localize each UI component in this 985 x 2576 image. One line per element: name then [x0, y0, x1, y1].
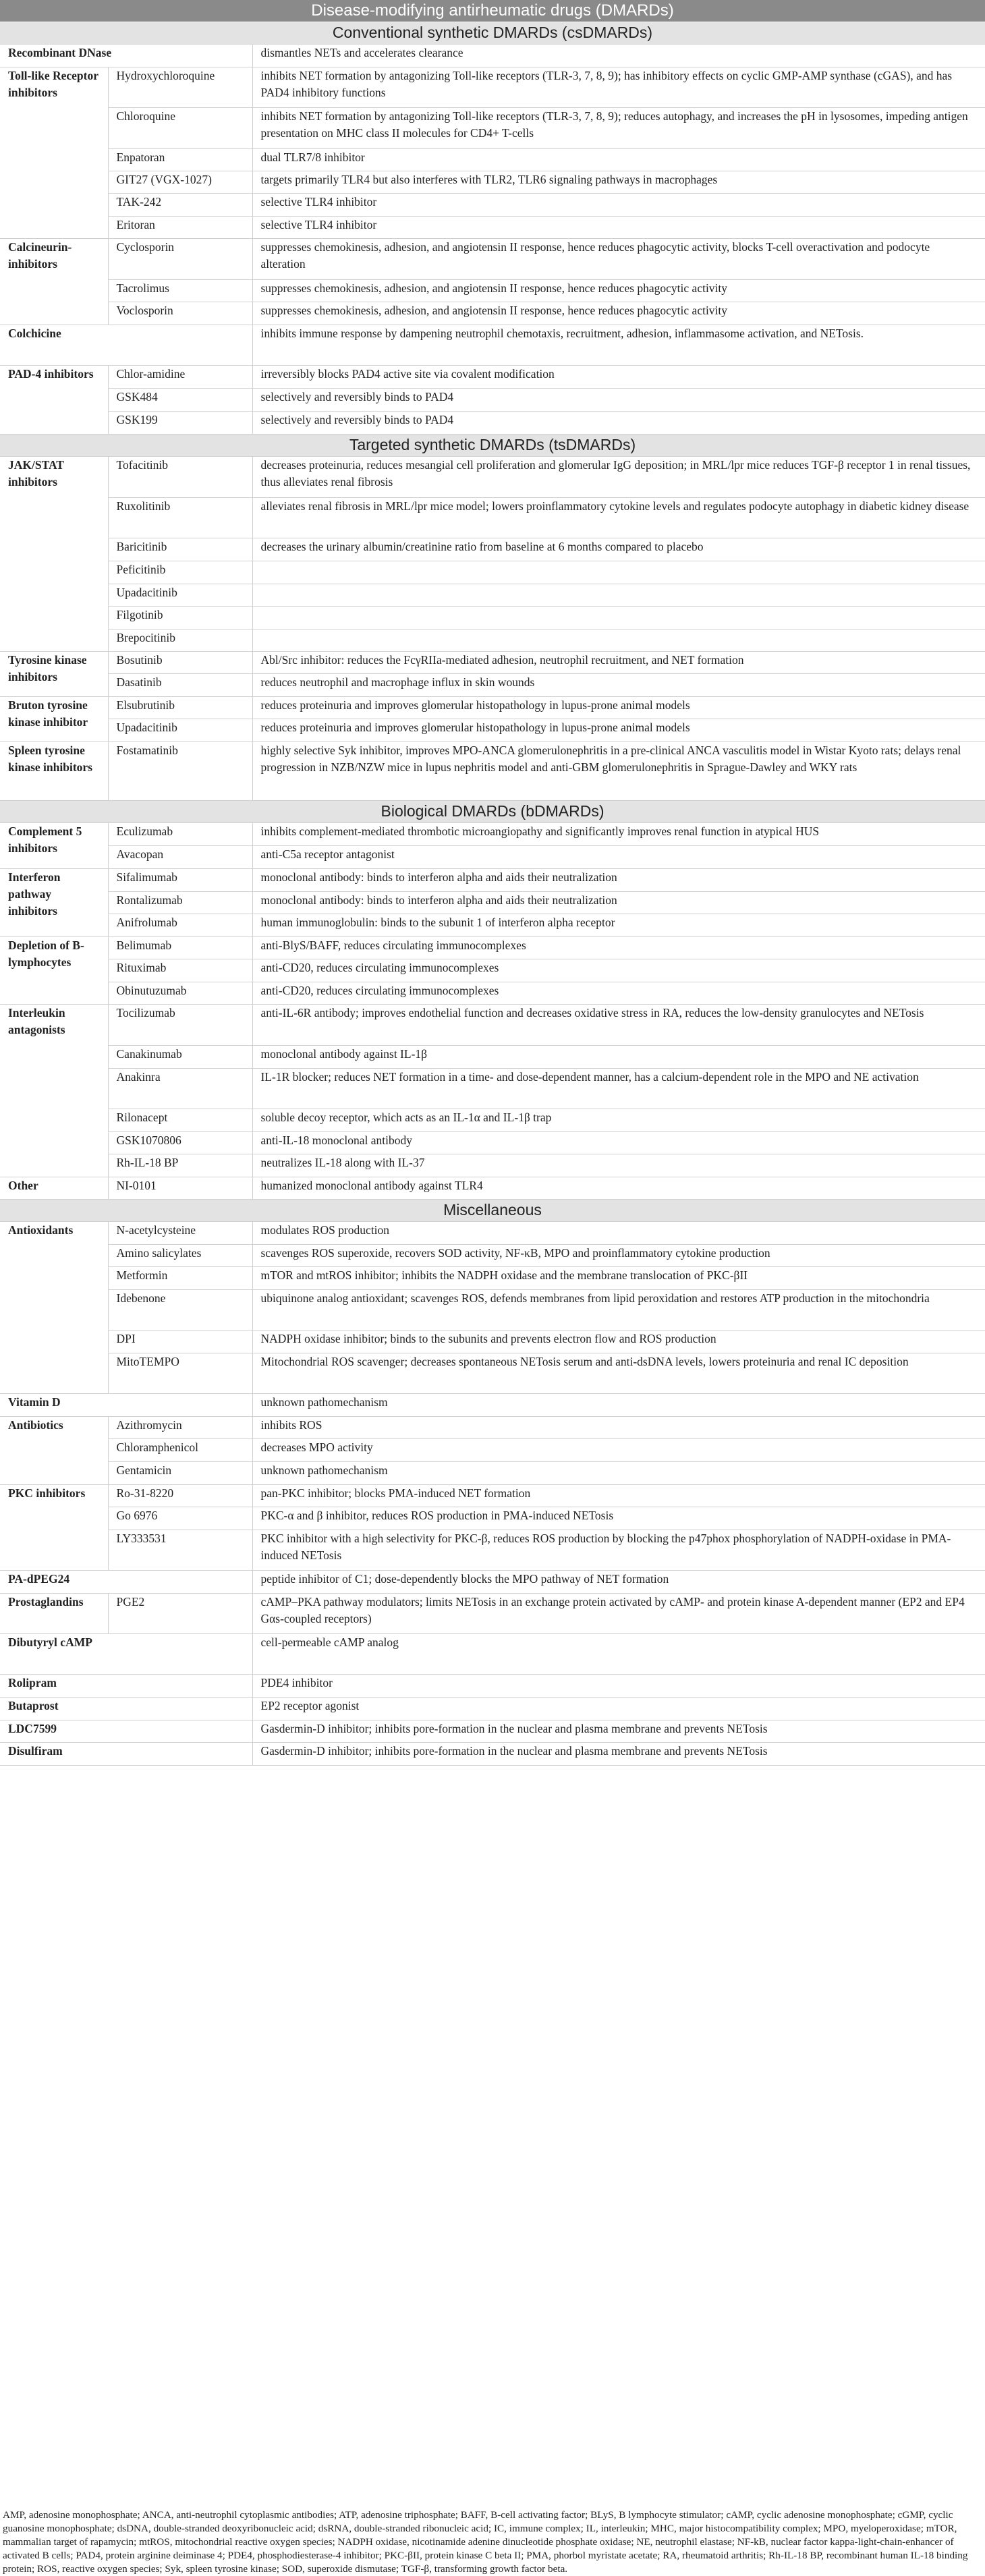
drug-cell: MitoTEMPO: [108, 1353, 252, 1393]
table-row: [0, 561, 985, 584]
table-row: [0, 1289, 985, 1330]
category-cell: Interleukin antagonists: [0, 1004, 108, 1177]
category-cell: Tyrosine kinase inhibitors: [0, 651, 108, 696]
drug-cell: Go 6976: [108, 1507, 252, 1530]
table-row: [0, 1438, 985, 1461]
description-cell: ubiquinone analog antioxidant; scavenges ROS, defends membranes from lipid peroxidation and restores ATP production in the mitochondria: [252, 1289, 985, 1330]
description-cell: NADPH oxidase inhibitor; binds to the subunits and prevents electron flow and ROS production: [252, 1330, 985, 1353]
description-cell: cAMP–PKA pathway modulators; limits NETosis in an exchange protein activated by cAMP- and protein kinase A-dependent manner (EP2 and EP4 Gαs-coupled receptors): [252, 1593, 985, 1633]
table-row: [0, 982, 985, 1004]
table-row: [0, 845, 985, 868]
description-cell: cell-permeable cAMP analog: [252, 1633, 985, 1674]
description-cell: Mitochondrial ROS scavenger; decreases spontaneous NETosis serum and anti-dsDNA levels, lowers proteinuria and renal IC deposition: [252, 1353, 985, 1393]
drug-cell: Baricitinib: [108, 538, 252, 561]
description-cell: anti-BlyS/BAFF, reduces circulating immunocomplexes: [252, 936, 985, 959]
description-cell: decreases MPO activity: [252, 1438, 985, 1461]
description-cell: irreversibly blocks PAD4 active site via covalent modification: [252, 365, 985, 388]
description-cell: selectively and reversibly binds to PAD4: [252, 411, 985, 434]
drug-cell: GSK484: [108, 388, 252, 411]
drug-cell: GSK1070806: [108, 1131, 252, 1154]
drug-cell: Peficitinib: [108, 561, 252, 584]
description-cell: dismantles NETs and accelerates clearance: [252, 44, 985, 67]
section-heading: Conventional synthetic DMARDs (csDMARDs): [0, 22, 985, 44]
description-cell: alleviates renal fibrosis in MRL/lpr mice model; lowers proinflammatory cytokine levels and regulates podocyte autophagy in diabetic kidney disease: [252, 497, 985, 538]
drug-cell: Rh-IL-18 BP: [108, 1154, 252, 1177]
description-cell: Abl/Src inhibitor: reduces the FcγRIIa-mediated adhesion, neutrophil recruitment, and NET formation: [252, 651, 985, 673]
table-row: [0, 696, 985, 719]
description-cell: decreases proteinuria, reduces mesangial cell proliferation and glomerular IgG deposition; in MRL/lpr mice reduces TGF-β receptor 1 in renal tissues, thus alleviates renal fibrosis: [252, 456, 985, 497]
table-row: [0, 411, 985, 434]
table-row: [0, 497, 985, 538]
description-cell: unknown pathomechanism: [252, 1393, 985, 1416]
description-cell: selective TLR4 inhibitor: [252, 216, 985, 238]
description-cell: Gasdermin-D inhibitor; inhibits pore-formation in the nuclear and plasma membrane and prevents NETosis: [252, 1742, 985, 1765]
drug-cell: Elsubrutinib: [108, 696, 252, 719]
description-cell: reduces proteinuria and improves glomerular histopathology in lupus-prone animal models: [252, 719, 985, 741]
table-row: [0, 584, 985, 606]
description-cell: scavenges ROS superoxide, recovers SOD activity, NF-κB, MPO and proinflammatory cytokine production: [252, 1244, 985, 1266]
drug-cell: Hydroxychloroquine: [108, 67, 252, 107]
table-row: [0, 1109, 985, 1131]
description-cell: human immunoglobulin: binds to the subunit 1 of interferon alpha receptor: [252, 914, 985, 936]
drug-cell: Idebenone: [108, 1289, 252, 1330]
table-row: [0, 1244, 985, 1266]
table-row: [0, 67, 985, 107]
table-row: [0, 1461, 985, 1484]
table-row: [0, 148, 985, 171]
section-heading-row: [0, 434, 985, 456]
description-cell: dual TLR7/8 inhibitor: [252, 148, 985, 171]
table-row: [0, 216, 985, 238]
description-cell: highly selective Syk inhibitor, improves MPO-ANCA glomerulonephritis in a pre-clinical ANCA vasculitis model in Wistar Kyoto rats; delays renal progression in NZB/NZW mice in lupus nephritis model and anti-GBM glomerulonephritis in Sprague-Dawley and WKY rats: [252, 741, 985, 800]
category-cell: LDC7599: [0, 1720, 252, 1742]
table-row: [0, 1697, 985, 1720]
description-cell: humanized monoclonal antibody against TLR4: [252, 1177, 985, 1199]
category-cell: Rolipram: [0, 1674, 252, 1697]
table-row: [0, 606, 985, 629]
table-row: [0, 651, 985, 673]
description-cell: decreases the urinary albumin/creatinine ratio from baseline at 6 months compared to placebo: [252, 538, 985, 561]
table-row: [0, 1330, 985, 1353]
category-cell: Interferon pathway inhibitors: [0, 868, 108, 936]
drug-cell: Avacopan: [108, 845, 252, 868]
drug-cell: Filgotinib: [108, 606, 252, 629]
description-cell: pan-PKC inhibitor; blocks PMA-induced NET formation: [252, 1484, 985, 1507]
drug-cell: Chlor-amidine: [108, 365, 252, 388]
table-footnote: AMP, adenosine monophosphate; ANCA, anti-neutrophil cytoplasmic antibodies; ATP, adenosine triphosphate; BAFF, B-cell activating factor; BLyS, B lymphocyte stimulator; cAMP, cyclic adenosine monophosphate; cGMP, cyclic guanosine monophosphate; dsDNA, double-stranded deoxyribonucleic acid; dsRNA, double-stranded ribonucleic acid; IC, immune complex; IL, interleukin; MHC, major histocompatibility complex; MPO, myeloperoxidase; mTOR, mammalian target of rapamycin; mtROS, mitochondrial reactive oxygen species; NADPH oxidase, nicotinamide adenine dinucleotide phosphate oxidase; NE, neutrophil elastase; NF-kB, nuclear factor kappa-light-chain-enhancer of activated B cells; PAD4, protein arginine deiminase 4; PDE4, phosphodiesterase-4 inhibitor; PKC-βII, protein kinase C beta II; PMA, phorbol myristate acetate; RA, rheumatoid arthritis; Rh-IL-18 BP, recombinant human IL-18 binding protein; ROS, reactive oxygen species; Syk, spleen tyrosine kinase; SOD, superoxide dismutase; TGF-β, transforming growth factor beta.: [3, 2509, 968, 2575]
drug-cell: DPI: [108, 1330, 252, 1353]
description-cell: monoclonal antibody against IL-1β: [252, 1045, 985, 1068]
drug-cell: Tocilizumab: [108, 1004, 252, 1045]
table-row: [0, 719, 985, 741]
table-row: [0, 1593, 985, 1633]
description-cell: reduces neutrophil and macrophage influx in skin wounds: [252, 673, 985, 696]
description-cell: anti-IL-18 monoclonal antibody: [252, 1131, 985, 1154]
drug-cell: Voclosporin: [108, 302, 252, 325]
description-cell: PKC inhibitor with a high selectivity for PKC-β, reduces ROS production by blocking the p47phox phosphorylation of NADPH-oxidase in PMA-induced NETosis: [252, 1530, 985, 1570]
table-row: [0, 1416, 985, 1438]
table-row: [0, 1720, 985, 1742]
category-cell: Dibutyryl cAMP: [0, 1633, 252, 1674]
category-cell: Disulfiram: [0, 1742, 252, 1765]
description-cell: inhibits NET formation by antagonizing Toll-like receptors (TLR-3, 7, 8, 9); reduces autophagy, and increases the pH in lysosomes, impeding antigen presentation on MHC class II molecules for CD4+ T-cells: [252, 107, 985, 148]
category-cell: Antibiotics: [0, 1416, 108, 1484]
table-row: [0, 1633, 985, 1674]
description-cell: EP2 receptor agonist: [252, 1697, 985, 1720]
drug-cell: Tacrolimus: [108, 279, 252, 302]
table-row: [0, 1221, 985, 1244]
drug-cell: TAK-242: [108, 193, 252, 216]
drug-cell: Belimumab: [108, 936, 252, 959]
category-cell: Antioxidants: [0, 1221, 108, 1393]
table-row: [0, 891, 985, 914]
drug-cell: Metformin: [108, 1266, 252, 1289]
category-cell: Colchicine: [0, 325, 252, 365]
drug-cell: Anifrolumab: [108, 914, 252, 936]
category-cell: Toll-like Receptor inhibitors: [0, 67, 108, 238]
table-row: [0, 959, 985, 982]
table-row: [0, 538, 985, 561]
table-row: [0, 1353, 985, 1393]
category-cell: PKC inhibitors: [0, 1484, 108, 1570]
category-cell: Depletion of B-lymphocytes: [0, 936, 108, 1004]
description-cell: suppresses chemokinesis, adhesion, and angiotensin II response, hence reduces phagocytic activity: [252, 302, 985, 325]
description-cell: [252, 584, 985, 606]
section-heading: Targeted synthetic DMARDs (tsDMARDs): [0, 434, 985, 456]
drug-cell: Upadacitinib: [108, 719, 252, 741]
drug-cell: Brepocitinib: [108, 629, 252, 651]
table-row: [0, 1530, 985, 1570]
description-cell: unknown pathomechanism: [252, 1461, 985, 1484]
table-row: [0, 1674, 985, 1697]
table-row: [0, 1004, 985, 1045]
drug-cell: Cyclosporin: [108, 238, 252, 279]
category-cell: Butaprost: [0, 1697, 252, 1720]
table-row: [0, 1507, 985, 1530]
drug-cell: Eculizumab: [108, 822, 252, 845]
table-row: [0, 1742, 985, 1765]
description-cell: [252, 606, 985, 629]
drug-cell: Bosutinib: [108, 651, 252, 673]
table-row: [0, 673, 985, 696]
description-cell: reduces proteinuria and improves glomerular histopathology in lupus-prone animal models: [252, 696, 985, 719]
description-cell: anti-CD20, reduces circulating immunocomplexes: [252, 982, 985, 1004]
drug-cell: N-acetylcysteine: [108, 1221, 252, 1244]
drug-cell: Amino salicylates: [108, 1244, 252, 1266]
drug-cell: Azithromycin: [108, 1416, 252, 1438]
drug-cell: Chloramphenicol: [108, 1438, 252, 1461]
description-cell: IL-1R blocker; reduces NET formation in a time- and dose-dependent manner, has a calcium-dependent role in the MPO and NE activation: [252, 1068, 985, 1109]
drug-cell: Ro-31-8220: [108, 1484, 252, 1507]
category-cell: PAD-4 inhibitors: [0, 365, 108, 434]
description-cell: inhibits ROS: [252, 1416, 985, 1438]
table-row: [0, 302, 985, 325]
table-row: [0, 1484, 985, 1507]
description-cell: soluble decoy receptor, which acts as an IL-1α and IL-1β trap: [252, 1109, 985, 1131]
description-cell: suppresses chemokinesis, adhesion, and angiotensin II response, hence reduces phagocytic activity, blocks T-cell overactivation and podocyte alteration: [252, 238, 985, 279]
section-heading: Biological DMARDs (bDMARDs): [0, 800, 985, 822]
table-row: [0, 914, 985, 936]
drug-cell: PGE2: [108, 1593, 252, 1633]
drug-cell: Dasatinib: [108, 673, 252, 696]
description-cell: PKC-α and β inhibitor, reduces ROS production in PMA-induced NETosis: [252, 1507, 985, 1530]
table-row: [0, 1177, 985, 1199]
table-row: [0, 238, 985, 279]
category-cell: Other: [0, 1177, 108, 1199]
table-row: [0, 456, 985, 497]
description-cell: monoclonal antibody: binds to interferon alpha and aids their neutralization: [252, 868, 985, 891]
description-cell: selectively and reversibly binds to PAD4: [252, 388, 985, 411]
drug-cell: Enpatoran: [108, 148, 252, 171]
drug-cell: Sifalimumab: [108, 868, 252, 891]
category-cell: JAK/STAT inhibitors: [0, 456, 108, 651]
drug-cell: NI-0101: [108, 1177, 252, 1199]
section-heading-row: [0, 22, 985, 44]
description-cell: anti-CD20, reduces circulating immunocomplexes: [252, 959, 985, 982]
description-cell: suppresses chemokinesis, adhesion, and angiotensin II response, hence reduces phagocytic activity: [252, 279, 985, 302]
table-row: [0, 1393, 985, 1416]
drug-cell: Tofacitinib: [108, 456, 252, 497]
description-cell: [252, 561, 985, 584]
drug-cell: Chloroquine: [108, 107, 252, 148]
description-cell: PDE4 inhibitor: [252, 1674, 985, 1697]
description-cell: targets primarily TLR4 but also interferes with TLR2, TLR6 signaling pathways in macrophages: [252, 171, 985, 193]
description-cell: inhibits immune response by dampening neutrophil chemotaxis, recruitment, adhesion, inflammasome activation, and NETosis.: [252, 325, 985, 365]
table-row: [0, 44, 985, 67]
description-cell: [252, 629, 985, 651]
section-heading-row: [0, 1199, 985, 1221]
drug-cell: Fostamatinib: [108, 741, 252, 800]
category-cell: PA-dPEG24: [0, 1570, 252, 1593]
table-row: [0, 822, 985, 845]
drug-cell: Anakinra: [108, 1068, 252, 1109]
category-cell: Spleen tyrosine kinase inhibitors: [0, 741, 108, 800]
drug-cell: Upadacitinib: [108, 584, 252, 606]
description-cell: modulates ROS production: [252, 1221, 985, 1244]
category-cell: Recombinant DNase: [0, 44, 252, 67]
description-cell: selective TLR4 inhibitor: [252, 193, 985, 216]
table-row: [0, 279, 985, 302]
description-cell: inhibits NET formation by antagonizing Toll-like receptors (TLR-3, 7, 8, 9); has inhibitory effects on cyclic GMP-AMP synthase (cGAS), and has PAD4 inhibitory functions: [252, 67, 985, 107]
drug-cell: Ruxolitinib: [108, 497, 252, 538]
section-heading-row: [0, 800, 985, 822]
table-row: [0, 1045, 985, 1068]
section-heading: Miscellaneous: [0, 1199, 985, 1221]
table-row: [0, 193, 985, 216]
table-title-row: [0, 0, 985, 22]
table-row: [0, 629, 985, 651]
drug-cell: GSK199: [108, 411, 252, 434]
drug-cell: GIT27 (VGX-1027): [108, 171, 252, 193]
category-cell: Prostaglandins: [0, 1593, 108, 1633]
drug-cell: Rilonacept: [108, 1109, 252, 1131]
description-cell: mTOR and mtROS inhibitor; inhibits the NADPH oxidase and the membrane translocation of PKC-βII: [252, 1266, 985, 1289]
category-cell: Calcineurin-inhibitors: [0, 238, 108, 325]
table-row: [0, 1068, 985, 1109]
drug-cell: Gentamicin: [108, 1461, 252, 1484]
description-cell: Gasdermin-D inhibitor; inhibits pore-formation in the nuclear and plasma membrane and prevents NETosis: [252, 1720, 985, 1742]
description-cell: anti-IL-6R antibody; improves endothelial function and decreases oxidative stress in RA, reduces the low-density granulocytes and NETosis: [252, 1004, 985, 1045]
drug-cell: Canakinumab: [108, 1045, 252, 1068]
drug-cell: Rontalizumab: [108, 891, 252, 914]
category-cell: Vitamin D: [0, 1393, 252, 1416]
description-cell: peptide inhibitor of C1; dose-dependently blocks the MPO pathway of NET formation: [252, 1570, 985, 1593]
table-row: [0, 1131, 985, 1154]
table-row: [0, 107, 985, 148]
table-row: [0, 1266, 985, 1289]
drug-cell: Obinutuzumab: [108, 982, 252, 1004]
table-title: Disease-modifying antirheumatic drugs (DMARDs): [0, 0, 985, 22]
table-row: [0, 365, 985, 388]
description-cell: neutralizes IL-18 along with IL-37: [252, 1154, 985, 1177]
drug-cell: Rituximab: [108, 959, 252, 982]
table-row: [0, 868, 985, 891]
table-row: [0, 1154, 985, 1177]
table-row: [0, 325, 985, 365]
description-cell: monoclonal antibody: binds to interferon alpha and aids their neutralization: [252, 891, 985, 914]
drug-cell: LY333531: [108, 1530, 252, 1570]
table-row: [0, 171, 985, 193]
table-row: [0, 388, 985, 411]
table-row: [0, 741, 985, 800]
category-cell: Complement 5 inhibitors: [0, 822, 108, 868]
description-cell: anti-C5a receptor antagonist: [252, 845, 985, 868]
category-cell: Bruton tyrosine kinase inhibitor: [0, 696, 108, 741]
description-cell: inhibits complement-mediated thrombotic microangiopathy and significantly improves renal function in atypical HUS: [252, 822, 985, 845]
table-row: [0, 936, 985, 959]
table-row: [0, 1570, 985, 1593]
drug-cell: Eritoran: [108, 216, 252, 238]
